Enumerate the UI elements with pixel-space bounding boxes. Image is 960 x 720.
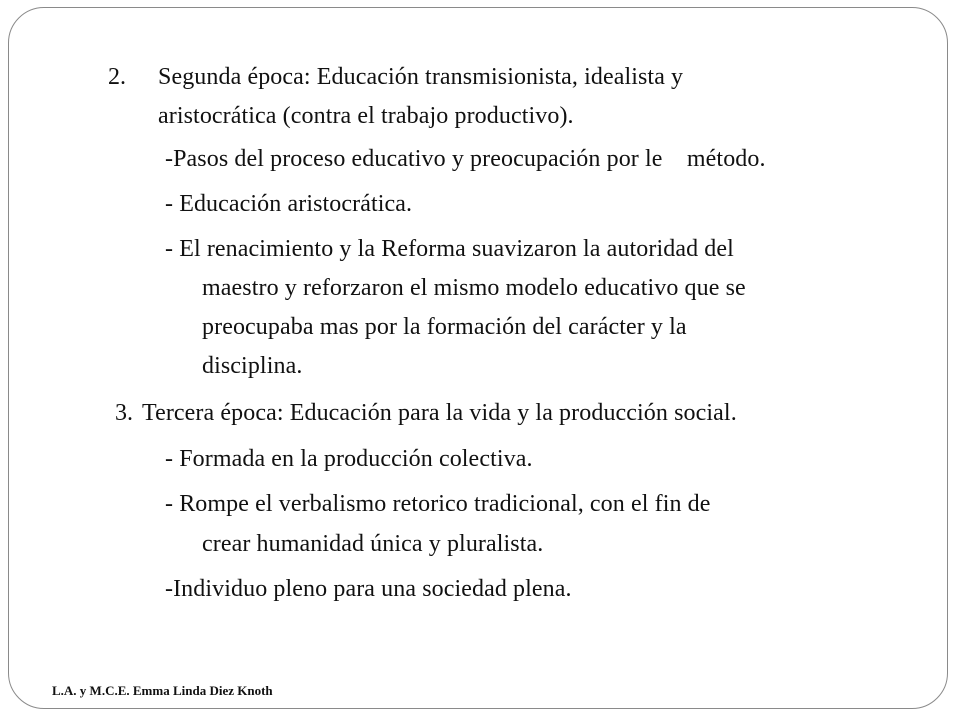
heading-second-epoch: Segunda época: Educación transmisionista, idealista y <box>158 64 684 90</box>
heading-third-epoch: Tercera época: Educación para la vida y la producción social. <box>142 400 737 426</box>
bullet-educacion-aristocratica: - Educación aristocrática. <box>165 191 413 217</box>
bullet-rompe-cont: crear humanidad única y pluralista. <box>202 531 544 557</box>
bullet-formada: - Formada en la producción colectiva. <box>165 446 533 472</box>
bullet-renacimiento-cont-3: disciplina. <box>202 353 303 379</box>
bullet-pasos: -Pasos del proceso educativo y preocupación por le método. <box>165 146 766 172</box>
list-number-2: 2. <box>108 64 126 90</box>
bullet-rompe: - Rompe el verbalismo retorico tradicional, con el fin de <box>165 491 711 517</box>
heading-second-epoch-cont: aristocrática (contra el trabajo productivo). <box>158 103 574 129</box>
bullet-renacimiento-cont-2: preocupaba mas por la formación del carácter y la <box>202 314 687 340</box>
list-number-3: 3. <box>115 400 133 426</box>
bullet-individuo: -Individuo pleno para una sociedad plena. <box>165 576 572 602</box>
footer-author: L.A. y M.C.E. Emma Linda Diez Knoth <box>52 683 273 698</box>
bullet-renacimiento: - El renacimiento y la Reforma suavizaron la autoridad del <box>165 236 734 262</box>
bullet-renacimiento-cont-1: maestro y reforzaron el mismo modelo educativo que se <box>202 275 746 301</box>
